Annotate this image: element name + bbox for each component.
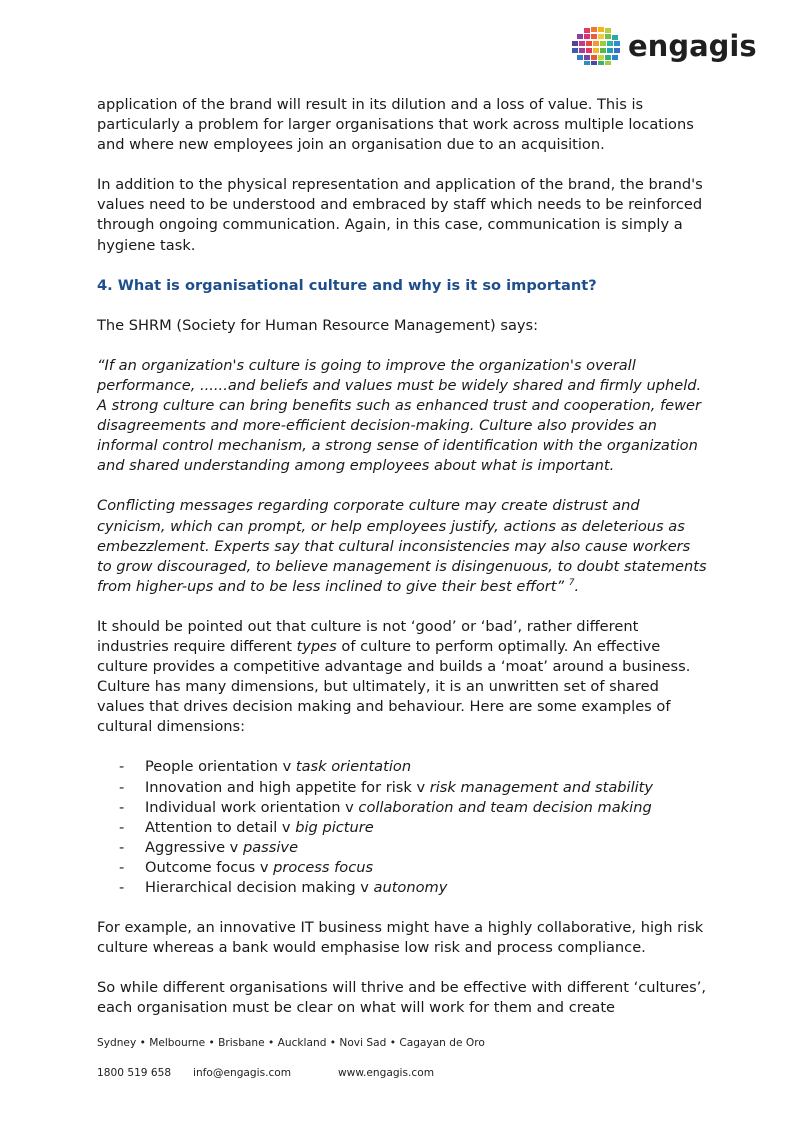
list-item — [97, 818, 709, 838]
mosaic-logo-icon — [570, 26, 622, 66]
footer-locations: Sydney • Melbourne • Brisbane • Auckland • Novi Sad • Cagayan de Oro — [97, 1037, 485, 1049]
cultural-dimensions-list — [97, 757, 709, 898]
list-item-text: Hierarchical decision making v — [145, 879, 374, 896]
quote-2-end: . — [574, 577, 580, 595]
list-dash: - — [119, 798, 125, 816]
list-dash: - — [119, 879, 125, 896]
paragraph-culture-em: types — [296, 637, 337, 655]
brand-logo — [570, 26, 757, 66]
list-item-italic: risk management and stability — [429, 778, 654, 796]
list-item — [97, 858, 709, 878]
list-item — [97, 778, 709, 798]
list-item-text: Outcome focus v — [145, 858, 274, 876]
list-dash: - — [119, 858, 125, 876]
paragraph-brand-values: In addition to the physical representation and application of the brand, the brand's values need to be understood and embraced by staff which needs to be reinforced through ongoing communication. Again, in this case, communication is simply a hygiene task. — [97, 176, 703, 254]
list-item — [97, 878, 709, 898]
footer-website-link[interactable]: www.engagis.com — [338, 1067, 435, 1079]
footer-contact — [97, 1067, 434, 1079]
list-item-text: Individual work orientation v — [145, 798, 359, 816]
list-item-italic: process focus — [273, 858, 374, 876]
list-item-italic: big picture — [295, 818, 374, 836]
list-item — [97, 757, 709, 777]
paragraph-culture — [97, 617, 709, 738]
list-item-text: Aggressive v — [145, 838, 243, 856]
list-dash: - — [119, 758, 125, 776]
list-dash: - — [119, 818, 125, 836]
footer-email-link[interactable]: info@engagis.com — [193, 1067, 292, 1079]
brand-wordmark: engagis — [628, 28, 757, 63]
list-item-italic: autonomy — [373, 879, 448, 896]
footnote-marker: 7 — [568, 577, 575, 588]
document-body — [97, 95, 709, 1018]
list-dash: - — [119, 838, 125, 856]
list-item-text: Attention to detail v — [145, 818, 296, 836]
paragraph-culture-b: of culture to perform optimally. An effective culture provides a competitive advantage and builds a ‘moat’ around a business. Culture has many dimensions, but ultimately, it is an unwritten set of shared values that drives decision making and behaviour. Here are some examples of cultural dimensions: — [97, 637, 691, 736]
quote-paragraph-1: “If an organization's culture is going to improve the organization's overall performance, ......and beliefs and values must be widely shared and firmly upheld. A strong culture can bring benefits such as enhanced trust and cooperation, fewer disagreements and more-efficient decision-making. Culture also provides an informal control mechanism, a strong sense of identification with the organization and shared understanding among employees about what is important. — [97, 356, 702, 475]
list-item-italic: task orientation — [295, 758, 412, 776]
list-item-italic: collaboration and team decision making — [358, 798, 652, 816]
quote-paragraph-2 — [97, 496, 709, 596]
list-item — [97, 798, 709, 818]
list-item-text: People orientation v — [145, 758, 296, 776]
list-item-italic: passive — [242, 838, 299, 856]
quote-2-text: Conflicting messages regarding corporate culture may create distrust and cynicism, which can prompt, or help employees justify, actions as deleterious as embezzlement. Experts say that cultural inconsistencies may also cause workers to grow discouraged, to believe management is disingenuous, to doubt statements from higher-ups and to be less inclined to give their best effort” — [97, 497, 707, 595]
paragraph-example: For example, an innovative IT business might have a highly collaborative, high risk culture whereas a bank would emphasise low risk and process compliance. — [97, 919, 704, 957]
paragraph-brand-dilution: application of the brand will result in its dilution and a loss of value. This is particularly a problem for larger organisations that work across multiple locations and where new employees join an organisation due to an acquisition. — [97, 96, 694, 154]
footer-phone: 1800 519 658 — [97, 1067, 172, 1079]
list-dash: - — [119, 778, 125, 796]
paragraph-conclusion: So while different organisations will thrive and be effective with different ‘cultures’, each organisation must be clear on what will work for them and create — [97, 979, 707, 1017]
shrm-intro: The SHRM (Society for Human Resource Management) says: — [97, 316, 539, 334]
list-item — [97, 838, 709, 858]
paragraph-culture-a: It should be pointed out that culture is not ‘good’ or ‘bad’, rather different industries require different — [97, 617, 639, 655]
section-heading: 4. What is organisational culture and why is it so important? — [97, 276, 597, 294]
list-item-text: Innovation and high appetite for risk v — [145, 778, 430, 796]
